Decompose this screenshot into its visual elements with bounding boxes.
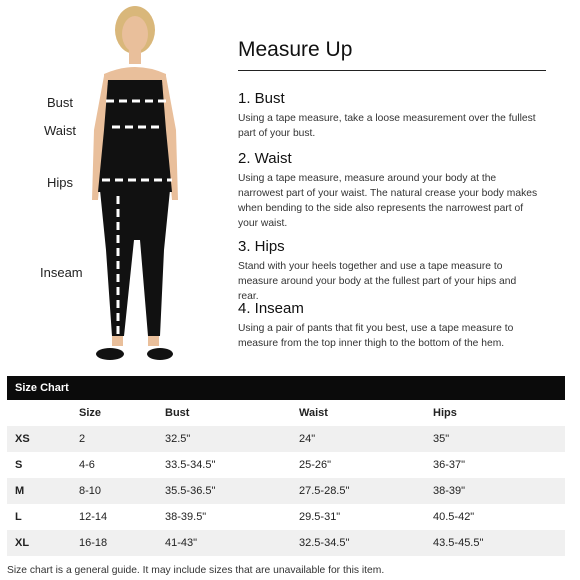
column-header: Hips <box>433 407 457 419</box>
column-header: Size <box>79 407 102 419</box>
step-waist <box>238 150 538 231</box>
table-cell: 35" <box>433 433 450 445</box>
face-shape <box>122 16 148 52</box>
page-title: Measure Up <box>238 38 546 71</box>
table-cell: 40.5-42" <box>433 511 475 523</box>
table-cell: 27.5-28.5" <box>299 485 350 497</box>
table-cell: 25-26" <box>299 459 332 471</box>
table-cell: 38-39" <box>433 485 466 497</box>
model-illustration <box>0 0 230 372</box>
left-ankle <box>112 336 123 346</box>
step-heading: 2. Waist <box>238 150 292 167</box>
table-cell: 2 <box>79 433 86 445</box>
table-cell: 16-18 <box>79 537 108 549</box>
step-heading: 1. Bust <box>238 90 285 107</box>
table-cell: S <box>15 459 23 471</box>
size-chart-title: Size Chart <box>7 376 565 400</box>
table-header-row <box>7 400 565 426</box>
table-cell: 24" <box>299 433 316 445</box>
right-ankle <box>148 336 159 346</box>
table-row <box>7 530 565 556</box>
step-hips <box>238 238 538 304</box>
table-cell: XS <box>15 433 30 445</box>
step-heading: 4. Inseam <box>238 300 304 317</box>
table-cell: 8-10 <box>79 485 102 497</box>
table-cell: 12-14 <box>79 511 108 523</box>
table-cell: L <box>15 511 22 523</box>
leggings <box>100 190 170 336</box>
step-inseam <box>238 300 538 351</box>
step-text: Using a tape measure, measure around your body at the narrowest part of your waist. The natural crease your body makes when bending to the side also represents the narrowest part of your waist. <box>238 173 538 229</box>
inseam-label: Inseam <box>40 265 83 280</box>
table-row <box>7 426 565 452</box>
table-cell: 33.5-34.5" <box>165 459 216 471</box>
hips-label: Hips <box>47 175 74 190</box>
table-cell: 32.5-34.5" <box>299 537 350 549</box>
table-row <box>7 504 565 530</box>
table-row <box>7 478 565 504</box>
size-table <box>7 400 565 556</box>
step-text: Using a pair of pants that fit you best, use a tape measure to measure from the top inner thigh to the bottom of the hem. <box>238 323 514 349</box>
table-cell: XL <box>15 537 30 549</box>
step-bust <box>238 90 538 141</box>
waist-label: Waist <box>44 123 77 138</box>
table-cell: 35.5-36.5" <box>165 485 216 497</box>
table-cell: 4-6 <box>79 459 95 471</box>
table-cell: M <box>15 485 25 497</box>
step-text: Stand with your heels together and use a tape measure to measure around your body at the fullest part of your hips and rear. <box>238 261 517 302</box>
size-chart-note: Size chart is a general guide. It may include sizes that are unavailable for this item. <box>7 565 385 576</box>
step-heading: 3. Hips <box>238 238 285 255</box>
table-cell: 41-43" <box>165 537 198 549</box>
bust-label: Bust <box>47 95 74 110</box>
model-figure-graphic <box>0 0 230 372</box>
column-header: Waist <box>299 407 328 419</box>
neck-shape <box>129 48 141 64</box>
tank-top <box>98 80 172 192</box>
table-cell: 36-37" <box>433 459 466 471</box>
right-shoe <box>147 348 173 360</box>
table-row <box>7 452 565 478</box>
table-cell: 29.5-31" <box>299 511 341 523</box>
column-header <box>7 400 79 426</box>
table-cell: 43.5-45.5" <box>433 537 484 549</box>
measure-instructions <box>238 38 548 349</box>
table-cell: 38-39.5" <box>165 511 207 523</box>
left-shoe <box>96 348 124 360</box>
column-header: Bust <box>165 407 190 419</box>
size-chart <box>7 376 565 556</box>
step-text: Using a tape measure, take a loose measurement over the fullest part of your bust. <box>238 113 536 139</box>
table-cell: 32.5" <box>165 433 191 445</box>
